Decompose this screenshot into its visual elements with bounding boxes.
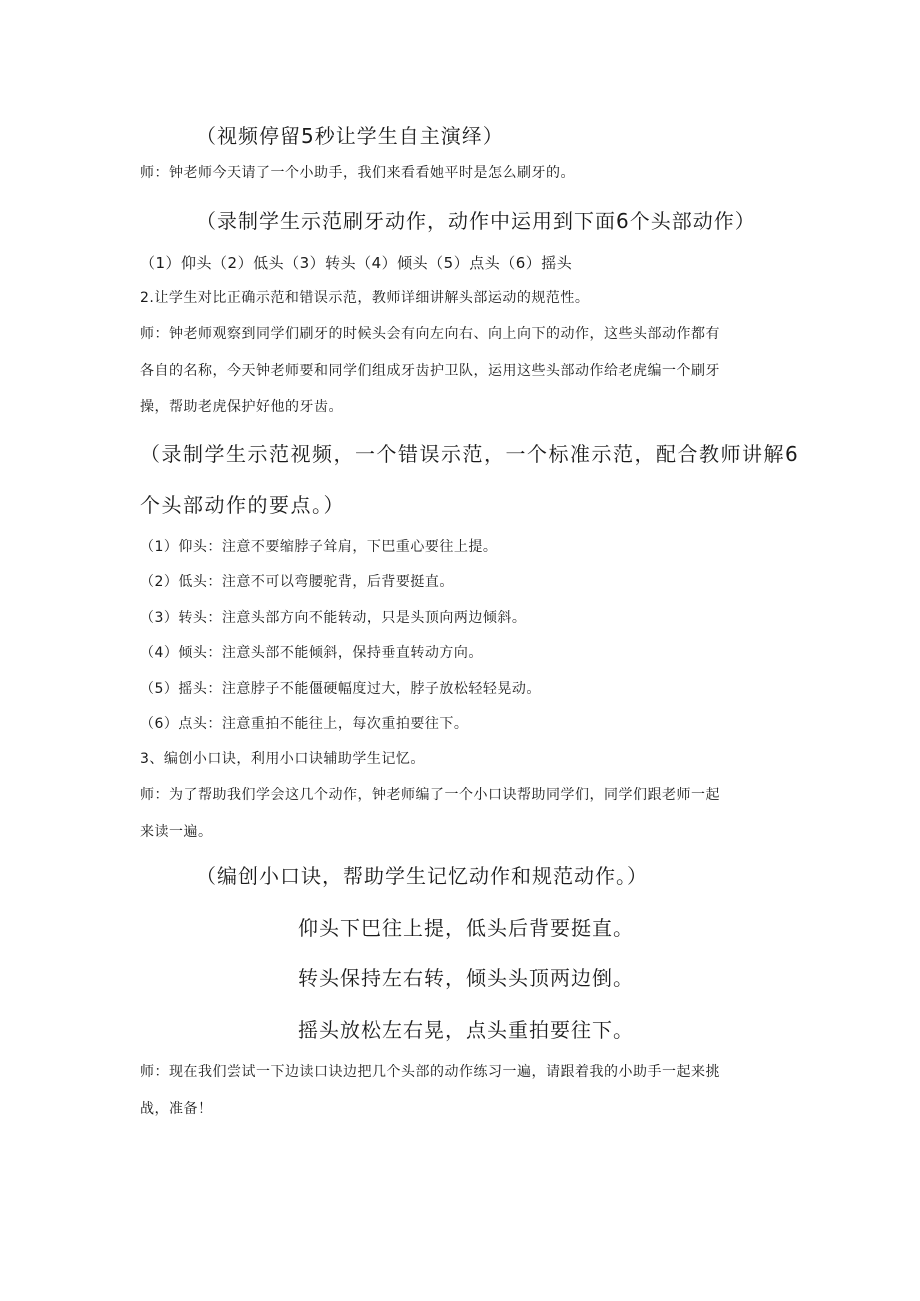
text-line: （4）倾头：注意头部不能倾斜，保持垂直转动方向。 — [140, 645, 483, 661]
text-line: 战，准备！ — [140, 1101, 213, 1117]
text-line: （录制学生示范刷牙动作，动作中运用到下面6个头部动作） — [196, 209, 756, 233]
text-line: （录制学生示范视频，一个错误示范，一个标准示范，配合教师讲解6 — [140, 442, 800, 466]
text-line: （1）仰头：注意不要缩脖子耸肩，下巴重心要往上提。 — [140, 539, 498, 555]
text-line: （6）点头：注意重拍不能往上，每次重拍要往下。 — [140, 716, 469, 732]
text-line: 操，帮助老虎保护好他的牙齿。 — [140, 399, 343, 415]
text-line: 师：为了帮助我们学会这几个动作，钟老师编了一个小口诀帮助同学们，同学们跟老师一起 — [140, 787, 720, 803]
text-line: 仰头下巴往上提，低头后背要挺直。 — [298, 916, 634, 940]
text-line: （2）低头：注意不可以弯腰驼背，后背要挺直。 — [140, 574, 454, 590]
text-line: 师：钟老师观察到同学们刷牙的时候头会有向左向右、向上向下的动作，这些头部动作都有 — [140, 326, 720, 342]
text-line: 2.让学生对比正确示范和错误示范，教师详细讲解头部运动的规范性。 — [140, 290, 590, 306]
text-line: 个头部动作的要点。） — [140, 493, 345, 517]
text-line: 摇头放松左右晃，点头重拍要往下。 — [298, 1018, 634, 1042]
text-line: 3、编创小口诀，利用小口诀辅助学生记忆。 — [140, 751, 425, 767]
text-line: 来读一遍。 — [140, 824, 213, 840]
text-line: 转头保持左右转，倾头头顶两边倒。 — [298, 966, 634, 990]
text-line: （5）摇头：注意脖子不能僵硬幅度过大，脖子放松轻轻晃动。 — [140, 681, 541, 697]
text-line: 师：现在我们尝试一下边读口诀边把几个头部的动作练习一遍，请跟着我的小助手一起来挑 — [140, 1064, 720, 1080]
text-line: 各自的名称，今天钟老师要和同学们组成牙齿护卫队，运用这些头部动作给老虎编一个刷牙 — [140, 363, 720, 379]
text-line: （3）转头：注意头部方向不能转动，只是头顶向两边倾斜。 — [140, 610, 527, 626]
text-line: （视频停留5秒让学生自主演绎） — [196, 124, 504, 148]
text-line: （编创小口诀，帮助学生记忆动作和规范动作。） — [196, 864, 648, 888]
text-line: 师：钟老师今天请了一个小助手，我们来看看她平时是怎么刷牙的。 — [140, 165, 575, 181]
text-line: （1）仰头（2）低头（3）转头（4）倾头（5）点头（6）摇头 — [140, 254, 573, 272]
